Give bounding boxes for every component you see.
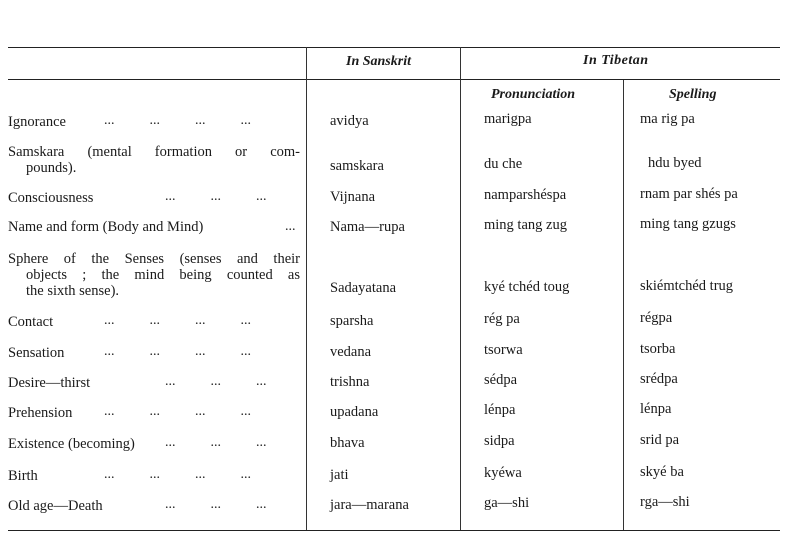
english-term-line2: pounds). xyxy=(26,160,77,176)
spelling-term: régpa xyxy=(640,310,673,326)
sanskrit-term: samskara xyxy=(330,158,384,174)
english-term: Old age—Death xyxy=(8,498,103,514)
pronunciation-term: lénpa xyxy=(484,402,516,418)
spelling-term: skyé ba xyxy=(640,464,684,480)
english-term: Desire—thirst xyxy=(8,375,91,391)
sanskrit-term: trishna xyxy=(330,374,370,390)
pronunciation-term: sédpa xyxy=(484,372,518,388)
sanskrit-term: jara—marana xyxy=(330,497,409,513)
pronunciation-term: namparshéspa xyxy=(484,187,567,203)
pronunciation-term: kyéwa xyxy=(484,465,522,481)
spelling-term: hdu byed xyxy=(648,155,702,171)
leader-dots: ... ... ... ... xyxy=(104,113,251,128)
column-divider-1 xyxy=(306,47,307,530)
english-term: Consciousness xyxy=(8,190,94,206)
leader-dots: ... ... ... ... xyxy=(104,344,251,359)
english-term-line1: Sphere of the Senses (senses and their xyxy=(8,251,300,267)
pronunciation-term: rég pa xyxy=(484,311,520,327)
leader-dots: ... ... ... ... xyxy=(104,404,251,419)
spelling-term: rnam par shés pa xyxy=(640,186,738,202)
pronunciation-term: du che xyxy=(484,156,523,172)
header-pronunciation: Pronunciation xyxy=(491,87,576,102)
leader-dots: ... xyxy=(285,219,296,234)
leader-dots: ... ... ... xyxy=(165,189,267,204)
english-term-line3: the sixth sense). xyxy=(26,283,120,299)
pronunciation-term: sidpa xyxy=(484,433,515,449)
pronunciation-term: ga—shi xyxy=(484,495,530,511)
top-rule xyxy=(8,47,780,48)
spelling-term: srid pa xyxy=(640,432,680,448)
pronunciation-term: ming tang zug xyxy=(484,217,567,233)
spelling-term: ming tang gzugs xyxy=(640,216,736,232)
sanskrit-term: jati xyxy=(330,467,349,483)
table-row xyxy=(8,251,300,299)
sanskrit-term: Vijnana xyxy=(330,189,376,205)
sanskrit-term: bhava xyxy=(330,435,365,451)
column-divider-2 xyxy=(460,47,461,530)
english-term: Prehension xyxy=(8,405,73,421)
bottom-rule xyxy=(8,530,780,531)
pronunciation-term: kyé tchéd toug xyxy=(484,279,570,295)
spelling-term: skiémtchéd trug xyxy=(640,278,734,294)
english-term: Name and form (Body and Mind) xyxy=(8,219,204,235)
sanskrit-term: sparsha xyxy=(330,313,374,329)
header-tibetan: In Tibetan xyxy=(583,53,649,68)
spelling-term: rga—shi xyxy=(640,494,690,510)
english-term: Contact xyxy=(8,314,54,330)
pronunciation-term: marigpa xyxy=(484,111,532,127)
leader-dots: ... ... ... ... xyxy=(104,467,251,482)
english-term-line1: Samskara (mental formation or com- xyxy=(8,144,300,160)
sanskrit-term: upadana xyxy=(330,404,379,420)
spelling-term: lénpa xyxy=(640,401,672,417)
pronunciation-term: tsorwa xyxy=(484,342,523,358)
spelling-term: tsorba xyxy=(640,341,676,357)
english-term: Birth xyxy=(8,468,38,484)
header-rule xyxy=(8,79,780,80)
english-term-line2: objects ; the mind being counted as xyxy=(26,267,300,283)
leader-dots: ... ... ... xyxy=(165,435,267,450)
sanskrit-term: vedana xyxy=(330,344,372,360)
leader-dots: ... ... ... xyxy=(165,497,267,512)
table-row xyxy=(8,219,300,235)
sanskrit-term: Nama—rupa xyxy=(330,219,405,235)
header-spelling: Spelling xyxy=(669,87,717,102)
table-row xyxy=(8,144,300,176)
leader-dots: ... ... ... xyxy=(165,374,267,389)
column-divider-3 xyxy=(623,80,624,530)
sanskrit-term: avidya xyxy=(330,113,369,129)
english-term: Sensation xyxy=(8,345,65,361)
header-sanskrit: In Sanskrit xyxy=(346,54,411,69)
sanskrit-term: Sadayatana xyxy=(330,280,397,296)
leader-dots: ... ... ... ... xyxy=(104,313,251,328)
spelling-term: ma rig pa xyxy=(640,111,695,127)
english-term: Ignorance xyxy=(8,114,66,130)
spelling-term: srédpa xyxy=(640,371,678,387)
english-term: Existence (becoming) xyxy=(8,436,135,452)
